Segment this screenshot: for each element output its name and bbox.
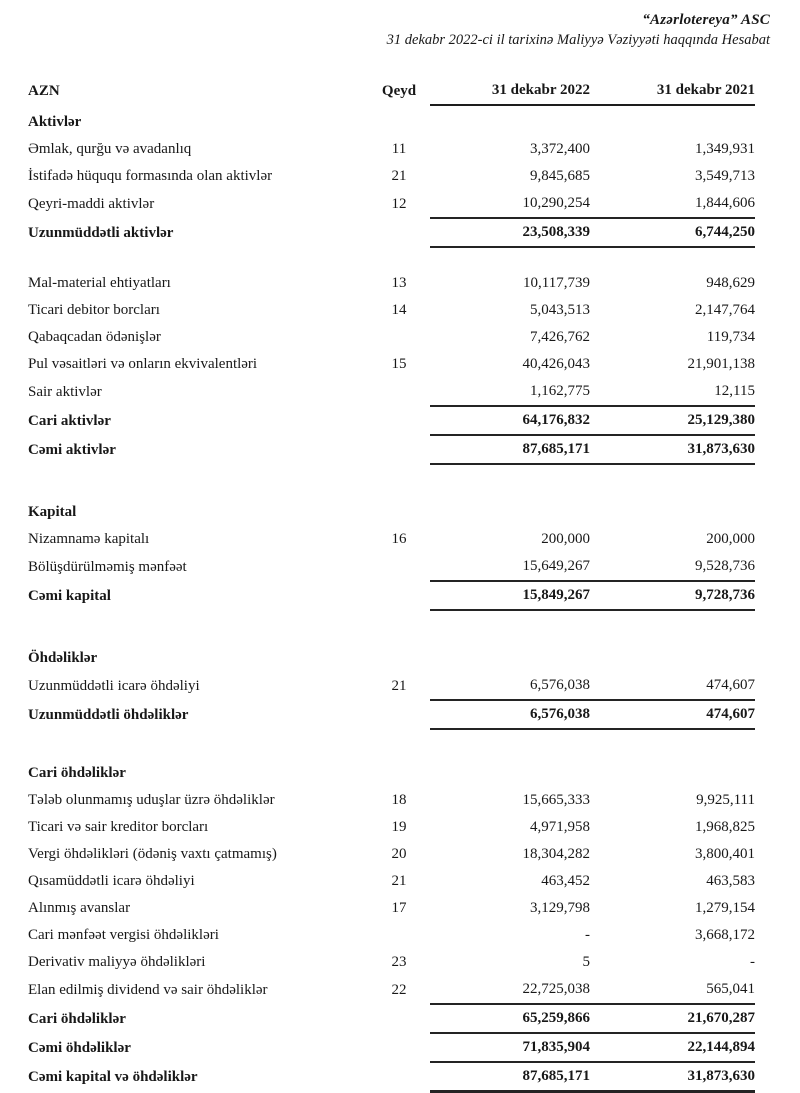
table-row [28, 270, 755, 297]
row-value-2021: 2,147,764 [695, 301, 755, 318]
section-row [28, 495, 755, 526]
total-row [28, 581, 755, 610]
spacer-cell [28, 729, 755, 756]
spacer-cell [28, 610, 755, 641]
row-value-2021: 6,744,250 [590, 218, 755, 247]
total-row [28, 435, 755, 464]
row-value-2021 [590, 495, 755, 526]
row-value-2021: 565,041 [590, 976, 755, 1004]
spacer-row [28, 729, 755, 756]
spacer-cell [28, 464, 755, 495]
row-label: İstifadə hüququ formasında olan aktivlər [28, 167, 273, 184]
table-row [28, 378, 755, 406]
row-value-2021: 3,549,713 [695, 167, 755, 184]
row-label: Öhdəliklər [28, 649, 98, 666]
section-row [28, 756, 755, 787]
row-value-2022: 200,000 [541, 530, 590, 547]
table-row [28, 351, 755, 378]
row-note: 11 [391, 140, 407, 157]
row-note: 19 [391, 818, 407, 835]
row-label: Cəmi kapital [28, 587, 111, 604]
table-row [28, 868, 755, 895]
row-value-2021 [590, 641, 755, 672]
row-label: Cəmi aktivlər [28, 441, 116, 458]
row-value-2022: 71,835,904 [430, 1033, 590, 1062]
row-note [368, 324, 430, 351]
row-label: Tələb olunmamış uduşlar üzrə öhdəliklər [28, 791, 275, 808]
total-row [28, 406, 755, 435]
row-value-2021: 3,668,172 [695, 926, 755, 943]
row-note [368, 1004, 430, 1033]
row-value-2022: 87,685,171 [430, 1062, 590, 1092]
row-value-2022 [430, 641, 590, 672]
row-note: 21 [391, 677, 407, 694]
row-value-2022 [430, 105, 590, 136]
col-header-2022: 31 dekabr 2022 [430, 77, 590, 105]
table-row [28, 324, 755, 351]
company-name: “Azərlotereya” ASC [642, 12, 770, 28]
table-row [28, 814, 755, 841]
table-row [28, 949, 755, 976]
row-value-2022: 87,685,171 [430, 435, 590, 464]
row-value-2022: 40,426,043 [522, 355, 590, 372]
row-label: Cari aktivlər [28, 412, 111, 429]
total-row [28, 1062, 755, 1092]
row-note: 14 [391, 301, 407, 318]
row-label: Cari mənfəət vergisi öhdəlikləri [28, 926, 219, 943]
row-label: Cəmi öhdəliklər [28, 1039, 131, 1056]
row-value-2021: 21,901,138 [687, 355, 755, 372]
row-note [368, 581, 430, 610]
table-body [28, 105, 755, 1092]
total-row [28, 218, 755, 247]
row-label: Əmlak, qurğu və avadanlıq [28, 140, 192, 157]
row-value-2022: 6,576,038 [430, 672, 590, 700]
table-row [28, 895, 755, 922]
row-value-2021: 9,728,736 [590, 581, 755, 610]
section-row [28, 105, 755, 136]
row-value-2022 [430, 756, 590, 787]
row-label: Sair aktivlər [28, 383, 102, 400]
spacer-row [28, 464, 755, 495]
table-row [28, 163, 755, 190]
row-label: Ticari debitor borcları [28, 301, 160, 318]
row-value-2021: 200,000 [706, 530, 755, 547]
row-note: 22 [391, 981, 407, 998]
row-label: Qısamüddətli icarə öhdəliyi [28, 872, 195, 889]
row-label: Cəmi kapital və öhdəliklər [28, 1069, 198, 1086]
row-value-2021: 21,670,287 [590, 1004, 755, 1033]
row-note [368, 641, 430, 672]
row-label: Qeyri-maddi aktivlər [28, 195, 155, 212]
row-value-2022: 7,426,762 [530, 328, 590, 345]
row-value-2022: 18,304,282 [522, 845, 590, 862]
row-note: 13 [391, 274, 407, 291]
row-value-2022: 22,725,038 [430, 976, 590, 1004]
row-note [368, 435, 430, 464]
row-value-2022: 64,176,832 [430, 406, 590, 435]
table-header-row [28, 77, 755, 105]
row-label: Nizamnamə kapitalı [28, 530, 150, 547]
row-value-2022: 15,665,333 [522, 791, 590, 808]
row-value-2021: 948,629 [706, 274, 755, 291]
row-label: Cari öhdəliklər [28, 764, 126, 781]
table-row [28, 190, 755, 218]
row-note: 20 [391, 845, 407, 862]
row-label: Aktivlər [28, 113, 82, 130]
table-row [28, 526, 755, 553]
row-value-2022: 23,508,339 [430, 218, 590, 247]
col-header-currency: AZN [28, 82, 60, 99]
row-label: Cari öhdəliklər [28, 1010, 126, 1027]
row-value-2022: 463,452 [541, 872, 590, 889]
row-value-2021: 474,607 [590, 672, 755, 700]
table-row [28, 922, 755, 949]
row-value-2021: 1,279,154 [695, 899, 755, 916]
row-value-2022 [430, 495, 590, 526]
row-note [368, 495, 430, 526]
table-row [28, 297, 755, 324]
row-value-2022: 9,845,685 [530, 167, 590, 184]
spacer-row [28, 610, 755, 641]
table-row [28, 787, 755, 814]
row-note [368, 922, 430, 949]
row-value-2022: 10,117,739 [523, 274, 590, 291]
row-label: Bölüşdürülməmiş mənfəət [28, 558, 187, 575]
row-value-2022: 3,129,798 [530, 899, 590, 916]
document-header [28, 10, 770, 51]
spacer-cell [28, 247, 755, 270]
table-row [28, 841, 755, 868]
row-note [368, 105, 430, 136]
row-value-2021: 22,144,894 [590, 1033, 755, 1062]
total-row [28, 700, 755, 729]
row-value-2022: 10,290,254 [430, 190, 590, 218]
row-value-2021: 9,528,736 [590, 553, 755, 581]
row-note: 21 [391, 872, 407, 889]
row-value-2022: 5,043,513 [530, 301, 590, 318]
row-label: Derivativ maliyyə öhdəlikləri [28, 953, 206, 970]
row-value-2022: 3,372,400 [530, 140, 590, 157]
row-value-2022: 5 [582, 953, 590, 970]
row-value-2022: 6,576,038 [430, 700, 590, 729]
row-label: Vergi öhdəlikləri (ödəniş vaxtı çatmamış) [28, 845, 277, 862]
balance-sheet-table [28, 77, 755, 1093]
row-value-2021: 31,873,630 [590, 435, 755, 464]
row-note [368, 406, 430, 435]
table-row [28, 553, 755, 581]
col-header-note: Qeyd [381, 82, 417, 99]
row-value-2022: 65,259,866 [430, 1004, 590, 1033]
row-value-2021: 1,349,931 [695, 140, 755, 157]
row-note: 12 [391, 195, 407, 212]
row-note [368, 700, 430, 729]
row-value-2021: 474,607 [590, 700, 755, 729]
row-value-2021: 3,800,401 [695, 845, 755, 862]
row-note [368, 378, 430, 406]
row-note [368, 218, 430, 247]
spacer-row [28, 247, 755, 270]
row-value-2021: - [750, 953, 755, 970]
row-label: Uzunmüddətli icarə öhdəliyi [28, 677, 200, 694]
total-row [28, 1033, 755, 1062]
row-label: Elan edilmiş dividend və sair öhdəliklər [28, 981, 268, 998]
row-value-2022: 15,649,267 [430, 553, 590, 581]
col-header-2021: 31 dekabr 2021 [590, 77, 755, 105]
row-value-2021 [590, 105, 755, 136]
row-value-2021: 31,873,630 [590, 1062, 755, 1092]
row-value-2021: 1,844,606 [590, 190, 755, 218]
total-row [28, 1004, 755, 1033]
section-row [28, 641, 755, 672]
row-note [368, 1033, 430, 1062]
row-value-2021: 119,734 [706, 328, 755, 345]
row-value-2021: 9,925,111 [696, 791, 755, 808]
row-note: 15 [391, 355, 407, 372]
row-note: 23 [391, 953, 407, 970]
row-note [368, 553, 430, 581]
row-value-2021: 463,583 [706, 872, 755, 889]
row-note: 21 [391, 167, 407, 184]
row-value-2021: 1,968,825 [695, 818, 755, 835]
row-value-2022: 1,162,775 [430, 378, 590, 406]
row-value-2022: 4,971,958 [530, 818, 590, 835]
row-label: Uzunmüddətli aktivlər [28, 224, 174, 241]
row-value-2021 [590, 756, 755, 787]
row-label: Qabaqcadan ödənişlər [28, 328, 161, 345]
row-label: Uzunmüddətli öhdəliklər [28, 706, 189, 723]
row-label: Alınmış avanslar [28, 899, 131, 916]
row-note: 18 [391, 791, 407, 808]
row-note: 17 [391, 899, 407, 916]
table-row [28, 672, 755, 700]
row-value-2021: 12,115 [590, 378, 755, 406]
table-row [28, 976, 755, 1004]
row-note: 16 [391, 530, 407, 547]
table-row [28, 136, 755, 163]
row-value-2022: 15,849,267 [430, 581, 590, 610]
row-note [368, 756, 430, 787]
report-title: 31 dekabr 2022-ci il tarixinə Maliyyə Vəziyyəti haqqında Hesabat [386, 32, 770, 49]
row-value-2022: - [585, 926, 590, 943]
row-label: Ticari və sair kreditor borcları [28, 818, 209, 835]
row-label: Mal-material ehtiyatları [28, 274, 171, 291]
row-label: Kapital [28, 503, 77, 520]
row-note [368, 1062, 430, 1092]
row-value-2021: 25,129,380 [590, 406, 755, 435]
row-label: Pul vəsaitləri və onların ekvivalentləri [28, 355, 258, 372]
